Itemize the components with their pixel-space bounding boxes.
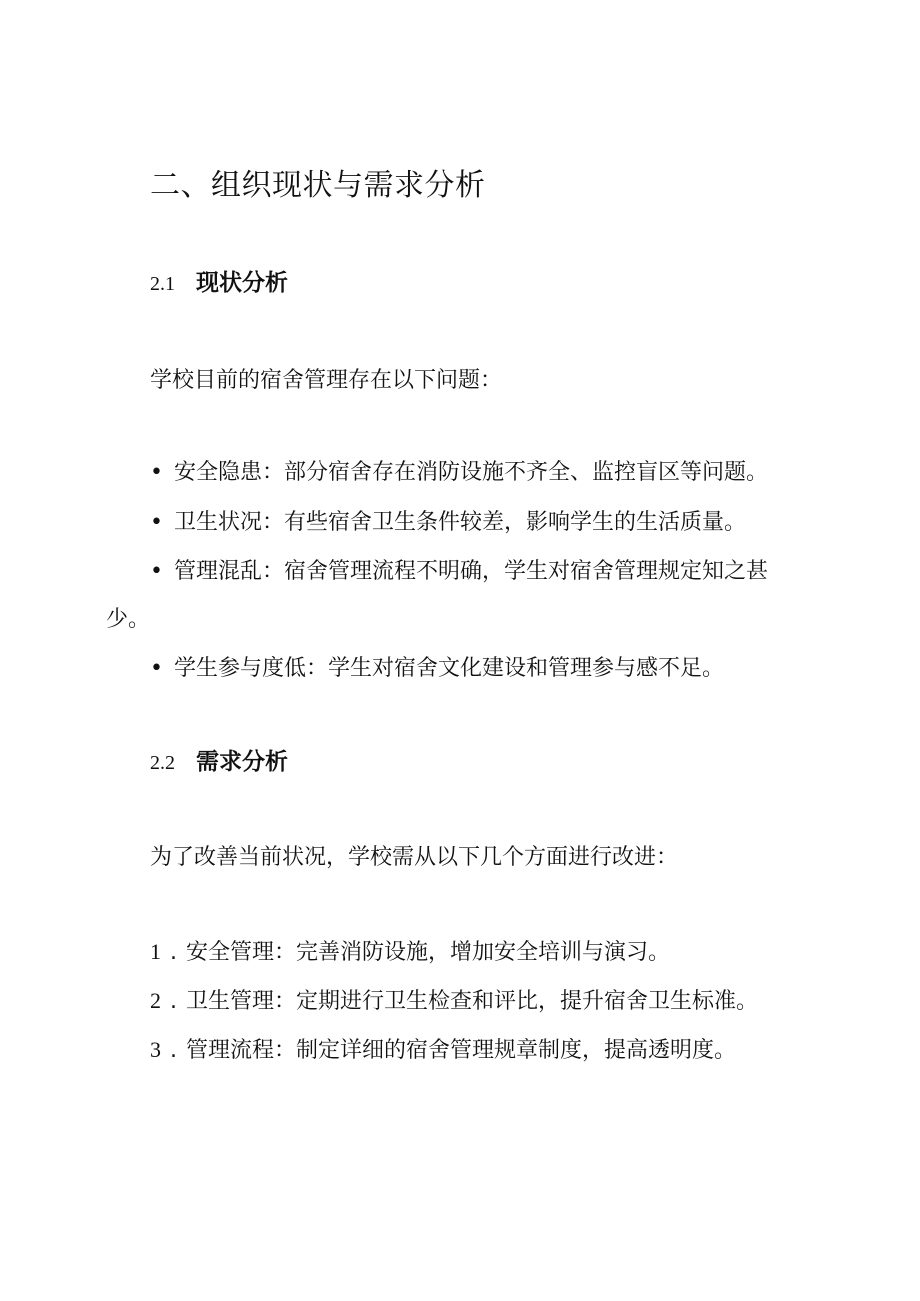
bullet-icon: • (150, 510, 163, 535)
bullet-icon: • (150, 559, 163, 584)
item-text: 卫生管理：定期进行卫生检查和评比，提升宿舍卫生标准。 (186, 989, 759, 1014)
list-item (150, 458, 768, 488)
section-intro: 学校目前的宿舍管理存在以下问题： (150, 368, 503, 393)
numbered-item (150, 1035, 736, 1066)
item-number: 1 (150, 939, 161, 964)
list-item-continuation: 少。 (106, 607, 151, 632)
section-number: 2.2 (150, 752, 175, 774)
list-item-text: 学生参与度低：学生对宿舍文化建设和管理参与感不足。 (174, 656, 725, 681)
item-text: 安全管理：完善消防设施，增加安全培训与演习。 (186, 940, 671, 965)
numbered-item (150, 986, 758, 1017)
item-separator: . (170, 989, 177, 1014)
bullet-icon: • (150, 656, 163, 681)
section-title: 现状分析 (196, 270, 288, 296)
numbered-item (150, 937, 670, 968)
item-number: 2 (150, 988, 161, 1013)
item-separator: . (170, 940, 177, 965)
section-title: 需求分析 (196, 749, 288, 775)
page-title: 二、组织现状与需求分析 (150, 168, 486, 203)
section-number: 2.1 (150, 273, 175, 295)
list-item-text: 管理混乱：宿舍管理流程不明确，学生对宿舍管理规定知之甚 (174, 559, 769, 584)
item-text: 管理流程：制定详细的宿舍管理规章制度，提高透明度。 (186, 1038, 737, 1063)
list-item-text: 卫生状况：有些宿舍卫生条件较差，影响学生的生活质量。 (174, 510, 747, 535)
list-item (150, 508, 746, 538)
section-heading-needs (150, 747, 288, 778)
list-item-text: 安全隐患：部分宿舍存在消防设施不齐全、监控盲区等问题。 (174, 460, 769, 485)
bullet-icon: • (150, 460, 163, 485)
section-heading-current-status (150, 268, 288, 299)
item-separator: . (170, 1038, 177, 1063)
item-number: 3 (150, 1037, 161, 1062)
section-intro: 为了改善当前状况，学校需从以下几个方面进行改进： (150, 845, 679, 870)
list-item (150, 654, 724, 684)
list-item (150, 557, 768, 587)
